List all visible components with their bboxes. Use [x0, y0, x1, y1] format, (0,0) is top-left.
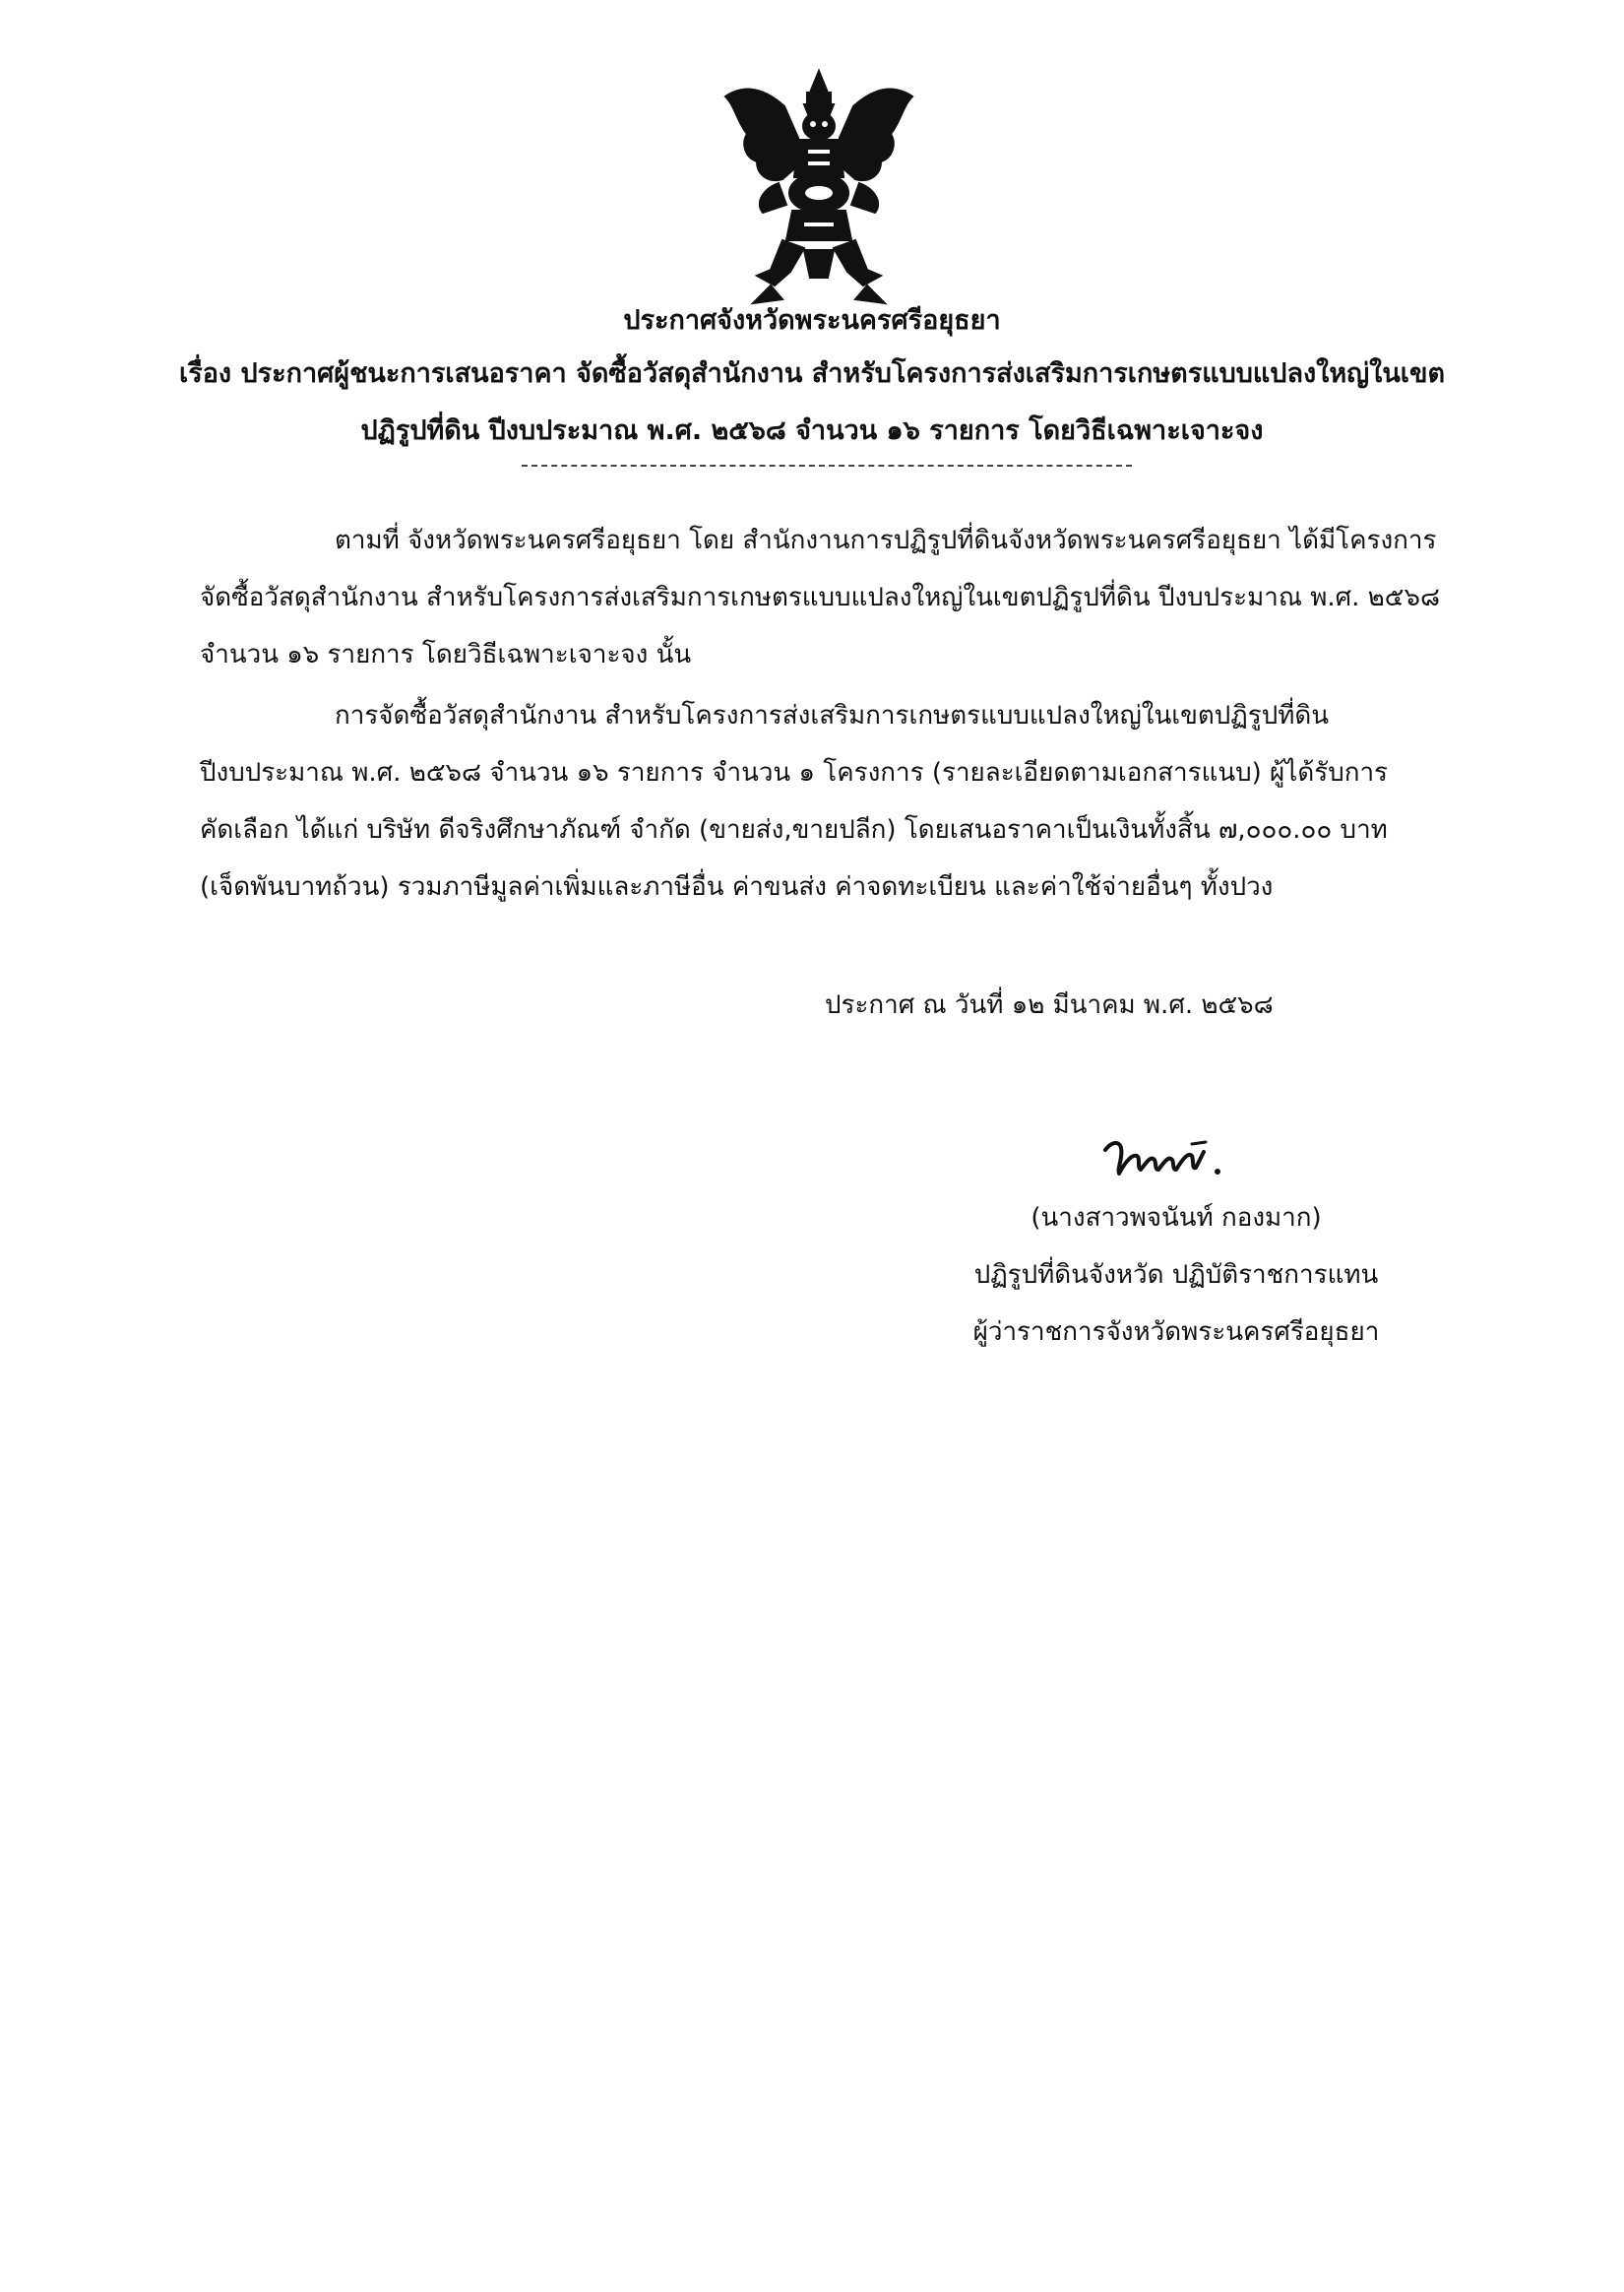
signatory-position: ผู้ว่าราชการจังหวัดพระนครศรีอยุธยา	[972, 1317, 1380, 1347]
paragraph-1	[200, 512, 1440, 683]
subject-line-2: ปฏิรูปที่ดิน ปีงบประมาณ พ.ศ. ๒๕๖๘ จำนวน ๑๖ รายการ โดยวิธีเฉพาะเจาะจง	[360, 415, 1264, 446]
handwritten-signature-icon	[1097, 1122, 1245, 1191]
subject-line-1: เรื่อง ประกาศผู้ชนะการเสนอราคา จัดซื้อวัสดุสำนักงาน สำหรับโครงการส่งเสริมการเกษตรแบบแปลงใหญ่ในเขต	[178, 358, 1446, 389]
announcement-title: ประกาศจังหวัดพระนครศรีอยุธยา	[623, 305, 1001, 336]
dashed-divider	[522, 465, 1132, 467]
signatory-position: ปฏิรูปที่ดินจังหวัด ปฏิบัติราชการแทน	[973, 1260, 1379, 1290]
signatory-name: (นางสาวพจนันท์ กองมาก)	[1031, 1203, 1322, 1233]
garuda-emblem-icon	[714, 67, 925, 308]
paragraph-1-line: จำนวน ๑๖ รายการ โดยวิธีเฉพาะเจาะจง นั้น	[200, 640, 692, 669]
announcement-date: ประกาศ ณ วันที่ ๑๒ มีนาคม พ.ศ. ๒๕๖๘	[825, 990, 1274, 1020]
paragraph-2-line: ปีงบประมาณ พ.ศ. ๒๕๖๘ จำนวน ๑๖ รายการ จำนวน ๑ โครงการ (รายละเอียดตามเอกสารแนบ) ผู้ได้รับการ	[200, 758, 1389, 788]
paragraph-2	[200, 687, 1440, 916]
paragraph-2-line: การจัดซื้อวัสดุสำนักงาน สำหรับโครงการส่งเสริมการเกษตรแบบแปลงใหญ่ในเขตปฏิรูปที่ดิน	[335, 701, 1329, 731]
paragraph-1-line: จัดซื้อวัสดุสำนักงาน สำหรับโครงการส่งเสริมการเกษตรแบบแปลงใหญ่ในเขตปฏิรูปที่ดิน ปีงบประมาณ พ.ศ. ๒๕๖๘	[200, 583, 1441, 612]
paragraph-2-line: (เจ็ดพันบาทถ้วน) รวมภาษีมูลค่าเพิ่มและภาษีอื่น ค่าขนส่ง ค่าจดทะเบียน และค่าใช้จ่ายอื่นๆ ทั้งปวง	[200, 872, 1274, 902]
signature-block	[886, 1189, 1467, 1361]
paragraph-2-line: คัดเลือก ได้แก่ บริษัท ดีจริงศึกษาภัณฑ์ จำกัด (ขายส่ง,ขายปลีก) โดยเสนอราคาเป็นเงินทั้งสิ้น ๗,๐๐๐.๐๐ บาท	[200, 815, 1388, 845]
paragraph-1-line: ตามที่ จังหวัดพระนครศรีอยุธยา โดย สำนักงานการปฏิรูปที่ดินจังหวัดพระนครศรีอยุธยา ได้มีโครงการ	[335, 526, 1437, 555]
